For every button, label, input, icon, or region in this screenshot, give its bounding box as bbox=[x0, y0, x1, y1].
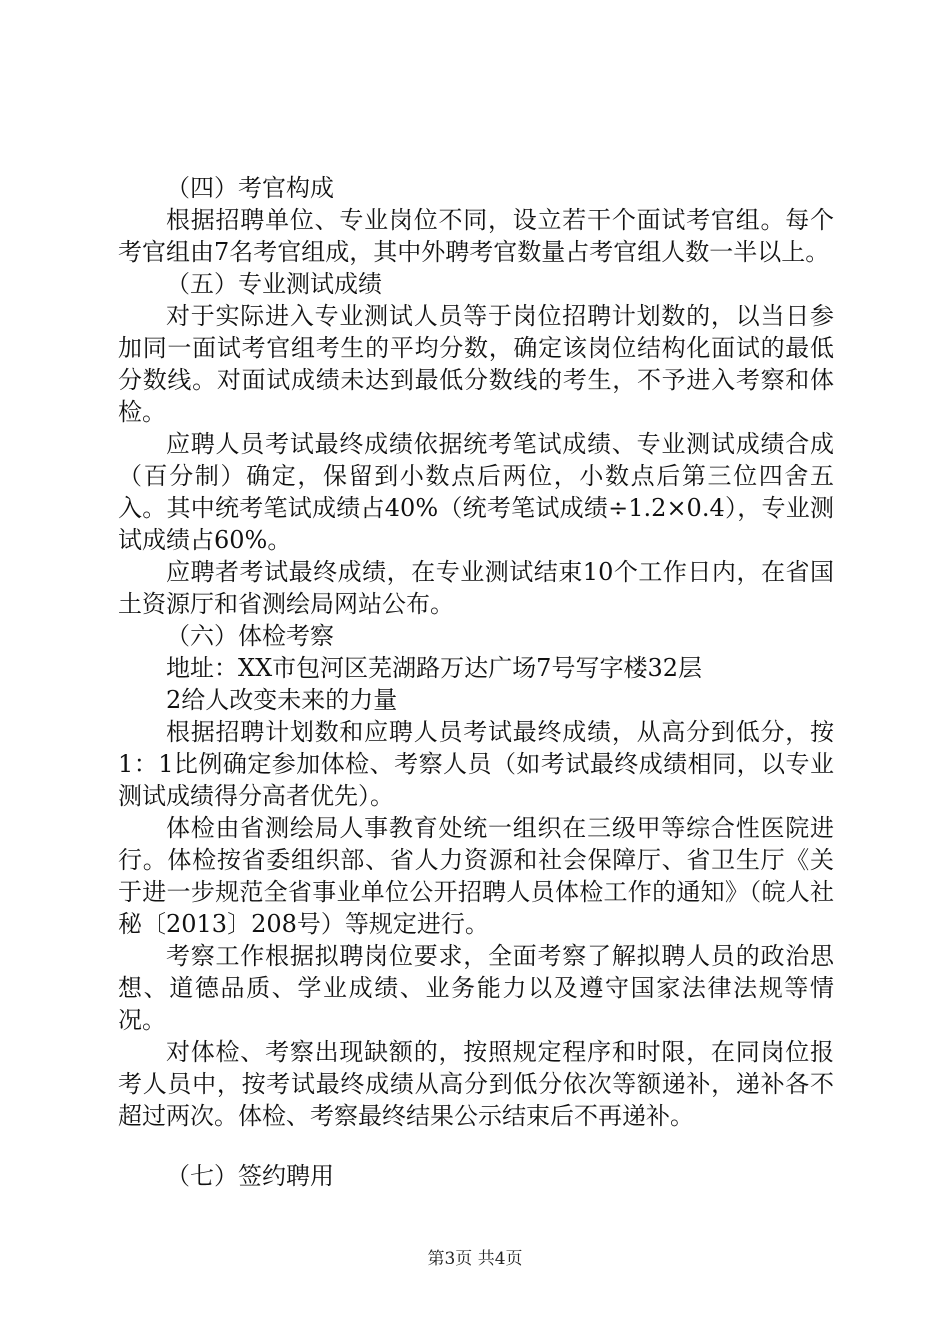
paragraph: 应聘者考试最终成绩，在专业测试结束10个工作日内，在省国土资源厅和省测绘局网站公布。 bbox=[118, 558, 834, 618]
section-heading-7: （七）签约聘用 bbox=[166, 1162, 334, 1190]
paragraph: 根据招聘单位、专业岗位不同，设立若干个面试考官组。每个考官组由7名考官组成，其中外聘考官数量占考官组人数一半以上。 bbox=[118, 206, 834, 266]
address-line: 地址：XX市包河区芜湖路万达广场7号写字楼32层 bbox=[166, 654, 702, 682]
slogan-line: 2给人改变未来的力量 bbox=[166, 686, 398, 714]
paragraph: 体检由省测绘局人事教育处统一组织在三级甲等综合性医院进行。体检按省委组织部、省人力资源和社会保障厅、省卫生厅《关于进一步规范全省事业单位公开招聘人员体检工作的通知》（皖人社秘〔2013〕208号）等规定进行。 bbox=[118, 814, 834, 938]
section-heading-4: （四）考官构成 bbox=[166, 174, 334, 202]
paragraph: 根据招聘计划数和应聘人员考试最终成绩，从高分到低分，按1：1比例确定参加体检、考察人员（如考试最终成绩相同，以专业测试成绩得分高者优先）。 bbox=[118, 718, 834, 810]
page-footer: 第3页 共4页 bbox=[427, 1249, 523, 1269]
paragraph: 对于实际进入专业测试人员等于岗位招聘计划数的，以当日参加同一面试考官组考生的平均分数，确定该岗位结构化面试的最低分数线。对面试成绩未达到最低分数线的考生，不予进入考察和体检。 bbox=[118, 302, 834, 426]
paragraph: 应聘人员考试最终成绩依据统考笔试成绩、专业测试成绩合成（百分制）确定，保留到小数点后两位，小数点后第三位四舍五入。其中统考笔试成绩占40%（统考笔试成绩÷1.2×0.4），专业测试成绩占60%。 bbox=[118, 430, 834, 554]
section-heading-5: （五）专业测试成绩 bbox=[166, 270, 382, 298]
section-heading-6: （六）体检考察 bbox=[166, 622, 334, 650]
document-body bbox=[118, 172, 834, 1192]
paragraph: 对体检、考察出现缺额的，按照规定程序和时限，在同岗位报考人员中，按考试最终成绩从高分到低分依次等额递补，递补各不超过两次。体检、考察最终结果公示结束后不再递补。 bbox=[118, 1038, 834, 1130]
paragraph: 考察工作根据拟聘岗位要求，全面考察了解拟聘人员的政治思想、道德品质、学业成绩、业务能力以及遵守国家法律法规等情况。 bbox=[118, 942, 834, 1034]
